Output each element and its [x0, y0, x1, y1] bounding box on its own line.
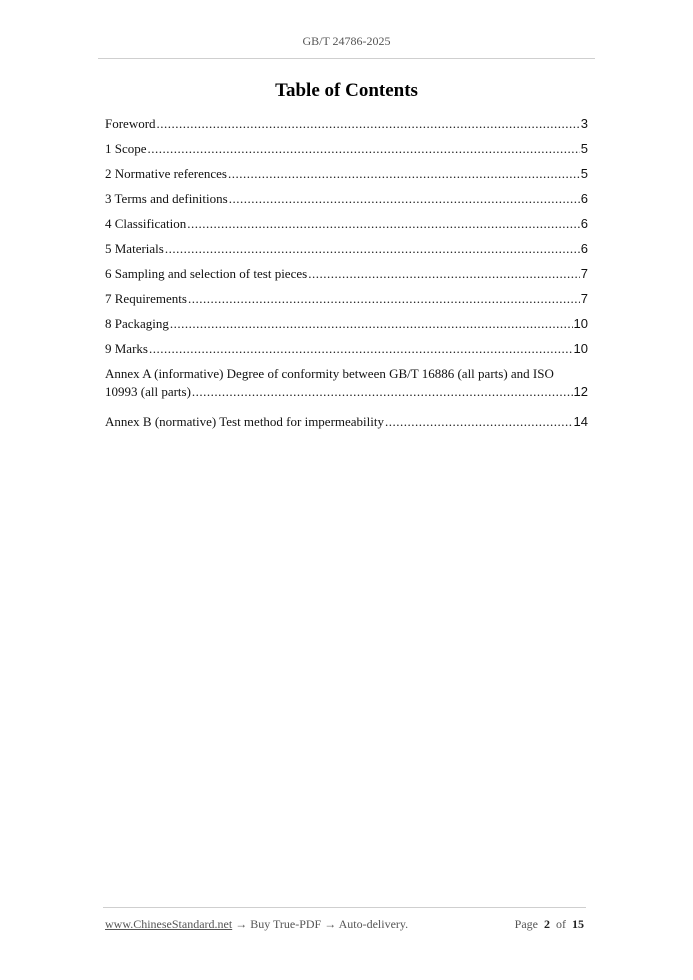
- total-pages-number: 15: [572, 917, 584, 931]
- toc-entry-requirements[interactable]: [105, 290, 588, 315]
- dot-leader: [229, 190, 580, 207]
- toc-entry-packaging[interactable]: [105, 315, 588, 340]
- site-link[interactable]: www.ChineseStandard.net: [105, 917, 233, 931]
- toc-entry-classification[interactable]: [105, 215, 588, 240]
- toc-entry-page: 5: [580, 141, 588, 156]
- dot-leader: [308, 265, 580, 282]
- toc-entry-label: 6 Sampling and selection of test pieces: [105, 266, 308, 281]
- toc-entry-label: 3 Terms and definitions: [105, 191, 228, 206]
- dot-leader: [385, 413, 573, 430]
- toc-entry-label: 5 Materials: [105, 241, 164, 256]
- toc-entry-page: 6: [580, 191, 588, 206]
- page-title: Table of Contents: [275, 80, 418, 101]
- buy-pdf-text: Buy True-PDF: [250, 917, 322, 931]
- arrow-right-icon: →: [324, 917, 337, 931]
- toc-entry-materials[interactable]: [105, 240, 588, 265]
- toc-entry-page: 6: [580, 241, 588, 256]
- toc-entry-label: Annex B (normative) Test method for impermeability: [105, 414, 385, 429]
- toc-entry-label: 4 Classification: [105, 216, 187, 231]
- dot-leader: [170, 315, 573, 332]
- toc-entry-label-continued: 10993 (all parts): [105, 384, 191, 399]
- toc-entry-terms-and-definitions[interactable]: [105, 190, 588, 215]
- toc-list: [105, 115, 588, 438]
- toc-entry-page: 14: [573, 414, 588, 429]
- arrow-right-icon: →: [235, 917, 248, 931]
- dot-leader: [165, 240, 580, 257]
- toc-entry-page: 6: [580, 216, 588, 231]
- dot-leader: [228, 165, 580, 182]
- dot-leader: [157, 115, 580, 132]
- toc-entry-sampling[interactable]: [105, 265, 588, 290]
- toc-entry-annex-a[interactable]: [105, 365, 588, 413]
- toc-entry-page: 12: [573, 384, 588, 399]
- toc-entry-normative-references[interactable]: [105, 165, 588, 190]
- toc-entry-page: 10: [573, 341, 588, 356]
- dot-leader: [149, 340, 573, 357]
- dot-leader: [148, 140, 580, 157]
- toc-entry-marks[interactable]: [105, 340, 588, 365]
- header-divider: [98, 58, 595, 59]
- toc-entry-scope[interactable]: [105, 140, 588, 165]
- toc-entry-label: 9 Marks: [105, 341, 148, 356]
- toc-entry-label: 8 Packaging: [105, 316, 169, 331]
- toc-entry-page: 7: [580, 266, 588, 281]
- page-indicator: [515, 917, 584, 932]
- toc-entry-label: 1 Scope: [105, 141, 147, 156]
- page-word: Page: [514, 917, 538, 931]
- toc-entry-label: 2 Normative references: [105, 166, 227, 181]
- toc-entry-page: 5: [580, 166, 588, 181]
- dot-leader: [192, 383, 573, 400]
- footer-divider: [103, 907, 586, 908]
- toc-entry-label: Foreword: [105, 116, 156, 131]
- toc-entry-label: Annex A (informative) Degree of conformity between GB/T 16886 (all parts) and ISO: [105, 366, 554, 381]
- toc-entry-label: 7 Requirements: [105, 291, 187, 306]
- toc-entry-foreword[interactable]: [105, 115, 588, 140]
- current-page-number: 2: [544, 917, 550, 931]
- footer-promo: [105, 917, 408, 932]
- auto-delivery-text: Auto-delivery.: [338, 917, 409, 931]
- of-word: of: [556, 917, 566, 931]
- toc-entry-annex-b[interactable]: [105, 413, 588, 438]
- toc-entry-page: 7: [580, 291, 588, 306]
- document-code-header: GB/T 24786-2025: [302, 34, 391, 48]
- toc-entry-page: 3: [580, 116, 588, 131]
- toc-entry-page: 10: [573, 316, 588, 331]
- dot-leader: [188, 290, 580, 307]
- dot-leader: [187, 215, 580, 232]
